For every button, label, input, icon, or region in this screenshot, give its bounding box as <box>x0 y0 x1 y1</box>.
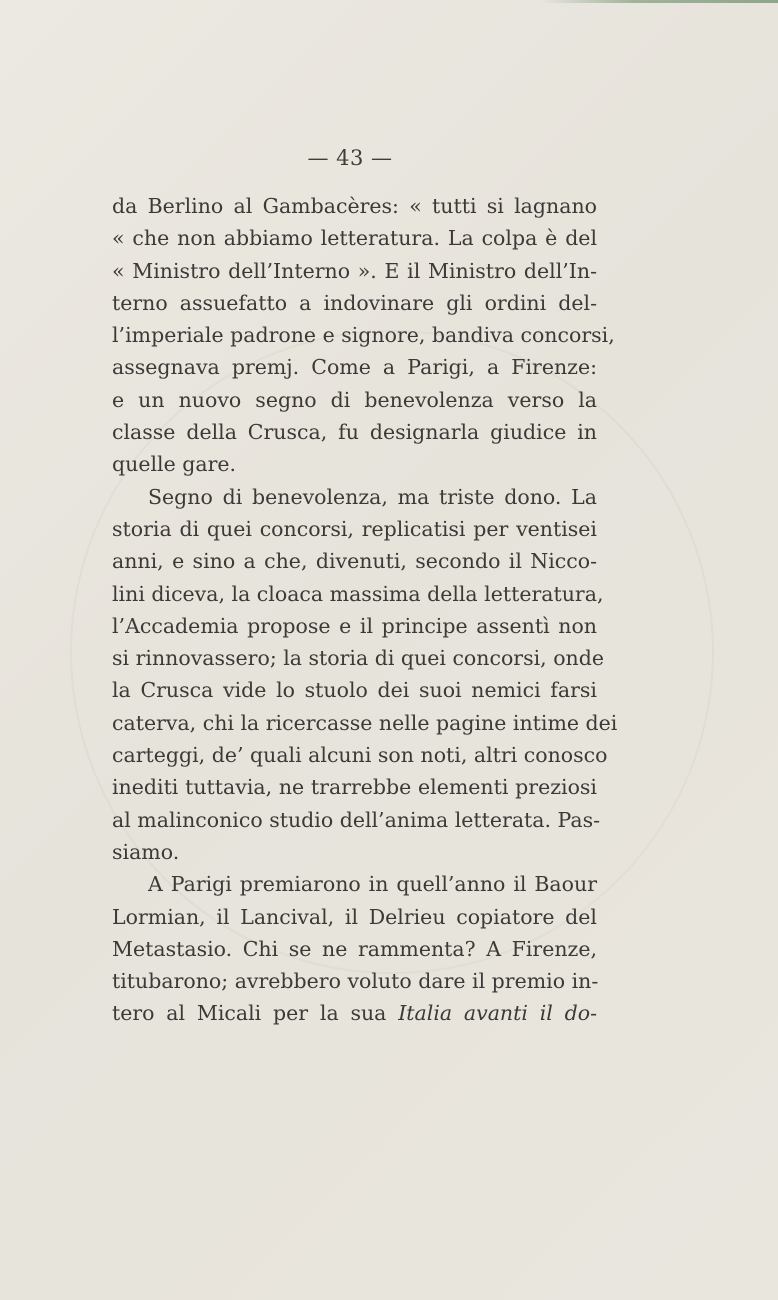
page-number: — 43 — <box>307 146 393 170</box>
text-line: assegnava premj. Come a Parigi, a Firenze: <box>112 355 597 380</box>
text-line: Lormian, il Lancival, il Delrieu copiatore del <box>112 904 597 929</box>
text-line: A Parigi premiarono in quell’anno il Baour <box>148 872 597 897</box>
text-line: titubarono; avrebbero voluto dare il premio in- <box>112 969 599 994</box>
text-line: classe della Crusca, fu designarla giudice in <box>112 420 597 445</box>
text-line: l’imperiale padrone e signore, bandiva concorsi, <box>112 323 615 348</box>
text-line: storia di quei concorsi, replicatisi per ventisei <box>112 516 597 541</box>
book-title-italic: Italia avanti il do- <box>398 1001 598 1026</box>
text-line: carteggi, de’ quali alcuni son noti, altri conosco <box>112 743 608 768</box>
text-line: siamo. <box>112 839 180 864</box>
text-line: « che non abbiamo letteratura. La colpa è del <box>112 226 597 251</box>
text-line: e un nuovo segno di benevolenza verso la <box>112 387 597 412</box>
text-line: la Crusca vide lo stuolo dei suoi nemici farsi <box>112 678 597 703</box>
text-line: terno assuefatto a indovinare gli ordini del- <box>112 290 597 315</box>
final-line-roman: tero al Micali per la sua <box>112 1001 399 1026</box>
text-line: da Berlino al Gambacères: « tutti si lagnano <box>112 194 597 218</box>
text-line: Metastasio. Chi se ne rammenta? A Firenze, <box>112 936 597 961</box>
body-text <box>112 190 618 1030</box>
page-edge-stain <box>540 0 778 3</box>
text-line: anni, e sino a che, divenuti, secondo il Nicco- <box>112 549 597 574</box>
text-line: lini diceva, la cloaca massima della letteratura, <box>112 581 604 606</box>
text-line: caterva, chi la ricercasse nelle pagine intime dei <box>112 710 618 735</box>
text-line: l’Accademia propose e il principe assentì non <box>112 613 597 638</box>
text-line: al malinconico studio dell’anima letterata. Pas- <box>112 807 601 832</box>
text-line: si rinnovassero; la storia di quei concorsi, onde <box>112 646 605 671</box>
text-line: quelle gare. <box>112 452 237 477</box>
text-line: Segno di benevolenza, ma triste dono. La <box>148 484 597 509</box>
text-line-final <box>112 997 597 1029</box>
text-line: inediti tuttavia, ne trarrebbe elementi preziosi <box>112 775 597 800</box>
text-line: « Ministro dell’Interno ». E il Ministro dell’In- <box>112 258 597 283</box>
